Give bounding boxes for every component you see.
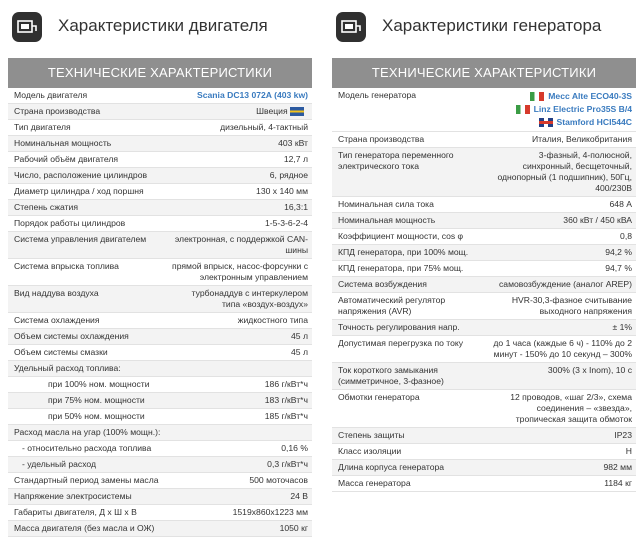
- spec-label: Модель двигателя: [14, 90, 88, 100]
- generator-specs-band: ТЕХНИЧЕСКИЕ ХАРАКТЕРИСТИКИ: [332, 58, 636, 88]
- spec-value: 183 г/кВт*ч: [264, 395, 308, 405]
- left-spec-row: [8, 136, 312, 152]
- spec-value: прямой впрыск, насос-форсунки с электронным управлением: [172, 261, 308, 282]
- italy-flag-icon: [530, 92, 544, 101]
- spec-value: до 1 часа (каждые 6 ч) - 110% до 2 минут - 150% до 10 секунд – 300%: [493, 338, 632, 359]
- left-spec-row: [8, 473, 312, 489]
- right-spec-row: [332, 293, 636, 320]
- engine-header: [8, 0, 312, 58]
- left-spec-row: [8, 345, 312, 361]
- uk-flag-icon: [539, 118, 553, 127]
- spec-label: Объем системы смазки: [14, 347, 108, 357]
- left-spec-row: [8, 120, 312, 136]
- left-spec-row: [8, 259, 312, 286]
- spec-label: - удельный расход: [22, 459, 97, 469]
- right-spec-row: [332, 363, 636, 390]
- spec-label: Автоматический регулятор напряжения (AVR): [338, 295, 446, 316]
- generator-title: Характеристики генератора: [382, 16, 602, 35]
- spec-label: при 50% ном. мощности: [48, 411, 145, 421]
- spec-label: Система впрыска топлива: [14, 261, 119, 271]
- left-spec-row: [8, 313, 312, 329]
- right-spec-row: [332, 444, 636, 460]
- spec-label: Рабочий объём двигателя: [14, 154, 118, 164]
- spec-value: [168, 425, 312, 440]
- spec-value: [168, 104, 312, 119]
- spec-value: электронная, с поддержкой CAN-шины: [174, 234, 308, 255]
- spec-label: Объем системы охлаждения: [14, 331, 129, 341]
- spec-label: Система управления двигателем: [14, 234, 147, 244]
- left-spec-row: [8, 216, 312, 232]
- left-spec-row: [8, 425, 312, 441]
- left-spec-row: [8, 232, 312, 259]
- spec-value: 45 л: [291, 331, 308, 341]
- spec-label: Длина корпуса генератора: [338, 462, 445, 472]
- spec-label: Вид наддува воздуха: [14, 288, 99, 298]
- spec-value: 130 х 140 мм: [256, 186, 308, 196]
- spec-label: Расход масла на угар (100% мощн.):: [14, 427, 161, 437]
- spec-value: турбонаддув с интеркулером типа «воздух-воздух»: [191, 288, 308, 309]
- spec-value: IP23: [614, 430, 632, 440]
- generator-model-3: Stamford HCI544C: [476, 116, 632, 129]
- spec-label: КПД генератора, при 75% мощ.: [338, 263, 464, 273]
- right-spec-row: [332, 148, 636, 197]
- spec-value: 45 л: [291, 347, 308, 357]
- spec-value: 6, рядное: [269, 170, 308, 180]
- left-spec-row: [8, 489, 312, 505]
- spec-value: жидкостного типа: [237, 315, 308, 325]
- spec-value: Италия, Великобритания: [531, 134, 632, 144]
- right-spec-row: [332, 390, 636, 428]
- spec-value: H: [625, 446, 632, 456]
- italy-flag-icon: [516, 105, 530, 114]
- spec-label: Класс изоляции: [338, 446, 402, 456]
- spec-value: 403 кВт: [278, 138, 308, 148]
- spec-label: Точность регулирования напр.: [338, 322, 460, 332]
- spec-label: Степень сжатия: [14, 202, 78, 212]
- right-spec-row: [332, 132, 636, 148]
- spec-value: ± 1%: [612, 322, 632, 332]
- spec-value: 1050 кг: [279, 523, 308, 533]
- left-spec-row: [8, 505, 312, 521]
- spec-value: 185 г/кВт*ч: [264, 411, 308, 421]
- spec-value: 360 кВт / 450 кВА: [563, 215, 632, 225]
- spec-value: 12,7 л: [283, 154, 308, 164]
- spec-value: 0,8: [620, 231, 632, 241]
- spec-value: 94,2 %: [605, 247, 632, 257]
- spec-label: Диаметр цилиндра / ход поршня: [14, 186, 144, 196]
- spec-label: Ток короткого замыкания (симметричное, 3-фазное): [338, 365, 444, 386]
- spec-label: Габариты двигателя, Д х Ш х В: [14, 507, 137, 517]
- left-spec-row: [8, 168, 312, 184]
- left-spec-row: [8, 393, 312, 409]
- right-spec-row: [332, 197, 636, 213]
- left-spec-row: [8, 521, 312, 537]
- spec-value: 300% (3 х Inom), 10 с: [547, 365, 632, 375]
- right-spec-row: [332, 460, 636, 476]
- spec-value: 12 проводов, «шаг 2/3», схема соединения – «звезда», тропическая защита обмоток: [510, 392, 632, 424]
- spec-label: КПД генератора, при 100% мощ.: [338, 247, 469, 257]
- right-spec-row: [332, 229, 636, 245]
- spec-label: при 75% ном. мощности: [48, 395, 145, 405]
- spec-label: Система возбуждения: [338, 279, 427, 289]
- right-spec-row: [332, 476, 636, 492]
- spec-label: Тип двигателя: [14, 122, 71, 132]
- spec-label: Страна производства: [14, 106, 101, 116]
- left-spec-row: [8, 200, 312, 216]
- engine-title: Характеристики двигателя: [58, 16, 268, 35]
- spec-label: Степень защиты: [338, 430, 405, 440]
- right-spec-row: [332, 261, 636, 277]
- left-spec-row: [8, 88, 312, 104]
- spec-value: 186 г/кВт*ч: [264, 379, 308, 389]
- generator-header: [332, 0, 636, 58]
- spec-value: 0,3 г/кВт*ч: [267, 459, 308, 469]
- right-spec-row: [332, 320, 636, 336]
- spec-value: [168, 361, 312, 376]
- left-spec-row: [8, 329, 312, 345]
- left-spec-row: [8, 441, 312, 457]
- engine-spec-table: [8, 88, 312, 537]
- spec-value: Scania DC13 072A (403 kw): [197, 90, 308, 100]
- engine-specs-band: ТЕХНИЧЕСКИЕ ХАРАКТЕРИСТИКИ: [8, 58, 312, 88]
- spec-label: Стандартный период замены масла: [14, 475, 159, 485]
- generator-icon: [336, 12, 366, 42]
- generator-panel: [332, 0, 636, 514]
- spec-value: 16,3:1: [284, 202, 308, 212]
- engine-panel: [8, 0, 312, 533]
- engine-icon: [12, 12, 42, 42]
- spec-label: Число, расположение цилиндров: [14, 170, 148, 180]
- left-spec-row: [8, 457, 312, 473]
- spec-label: Обмотки генератора: [338, 392, 420, 402]
- generator-model-row: [332, 88, 636, 132]
- left-spec-row: [8, 361, 312, 377]
- spec-label: Страна производства: [338, 134, 425, 144]
- spec-value: 982 мм: [603, 462, 632, 472]
- spec-label: Система охлаждения: [14, 315, 100, 325]
- spec-value: HVR-30,3-фазное считывание выходного напряжения: [511, 295, 632, 316]
- spec-label: Коэффициент мощности, cos φ: [338, 231, 464, 241]
- spec-label: Масса двигателя (без масла и ОЖ): [14, 523, 155, 533]
- spec-label: Тип генератора переменного электрического тока: [338, 150, 454, 171]
- spec-label: Номинальная мощность: [14, 138, 112, 148]
- spec-label: при 100% ном. мощности: [48, 379, 150, 389]
- spec-value: 500 моточасов: [249, 475, 308, 485]
- spec-label: Номинальная сила тока: [338, 199, 434, 209]
- spec-label: Масса генератора: [338, 478, 411, 488]
- spec-value: 1519х860х1223 мм: [232, 507, 308, 517]
- generator-model-label: Модель генератора: [338, 90, 417, 100]
- spec-label: Напряжение электросистемы: [14, 491, 132, 501]
- generator-model-2: Linz Electric Pro35S B/4: [476, 103, 632, 116]
- spec-label: Удельный расход топлива:: [14, 363, 121, 373]
- generator-model-1: Mecc Alte ECO40-3S: [476, 90, 632, 103]
- generator-rows: [332, 132, 636, 492]
- spec-value: 24 В: [290, 491, 308, 501]
- spec-value: 3-фазный, 4-полюсной, синхронный, бесщеточный, однопорный (1 подшипник), 50Гц, 400/230В: [497, 150, 632, 193]
- spec-label: Допустимая перегрузка по току: [338, 338, 464, 348]
- spec-value: дизельный, 4-тактный: [220, 122, 308, 132]
- generator-model-list: [472, 88, 636, 131]
- spec-value: 648 А: [609, 199, 632, 209]
- left-spec-row: [8, 152, 312, 168]
- spec-value: 94,7 %: [605, 263, 632, 273]
- spec-label: - относительно расхода топлива: [22, 443, 152, 453]
- right-spec-row: [332, 213, 636, 229]
- spec-value: 1-5-3-6-2-4: [265, 218, 308, 228]
- spec-value: самовозбуждение (аналог AREP): [499, 279, 632, 289]
- right-spec-row: [332, 428, 636, 444]
- left-spec-row: [8, 184, 312, 200]
- left-spec-row: [8, 286, 312, 313]
- spec-label: Номинальная мощность: [338, 215, 436, 225]
- spec-value: 1184 кг: [604, 478, 632, 488]
- left-spec-row: [8, 377, 312, 393]
- right-spec-row: [332, 336, 636, 363]
- right-spec-row: [332, 245, 636, 261]
- spec-value: 0,16 %: [281, 443, 308, 453]
- spec-label: Порядок работы цилиндров: [14, 218, 126, 228]
- left-spec-row: [8, 409, 312, 425]
- sweden-flag-icon: [290, 107, 304, 116]
- country-text: Швеция: [256, 106, 288, 116]
- left-spec-row: [8, 104, 312, 120]
- right-spec-row: [332, 277, 636, 293]
- generator-spec-table: [332, 88, 636, 492]
